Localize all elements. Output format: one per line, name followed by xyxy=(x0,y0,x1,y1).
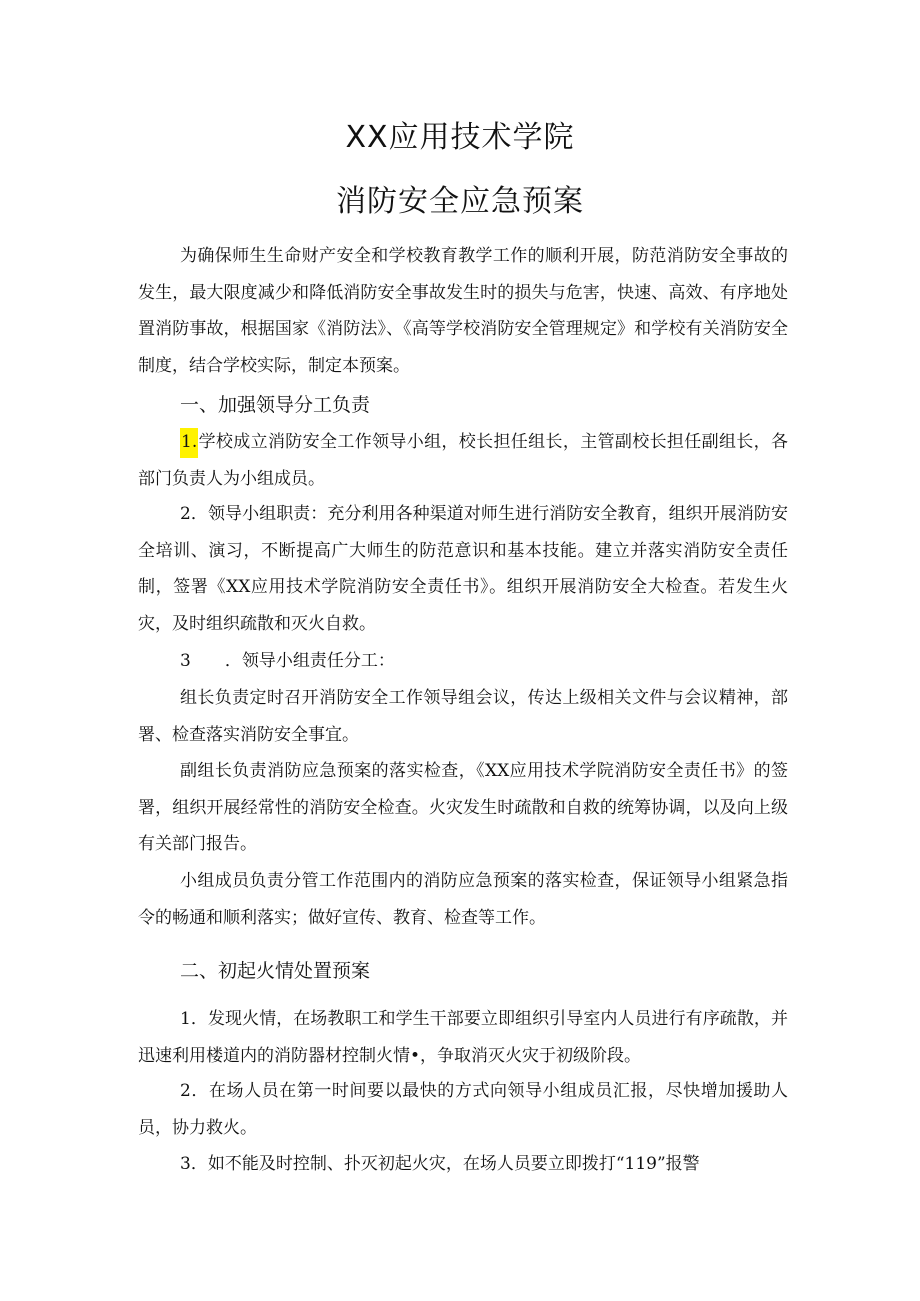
intro-paragraph: 为确保师生生命财产安全和学校教育教学工作的顺利开展，防范消防安全事故的发生，最大限度减少和降低消防安全事故发生时的损失与危害，快速、高效、有序地处置消防事故，根据国家《消防法》、《高等学校消防安全管理规定》和学校有关消防安全制度，结合学校实际，制定本预案。 xyxy=(138,246,788,376)
section1-item1-text: 学校成立消防安全工作领导小组，校长担任组长，主管副校长担任副组长，各部门负责人为小组成员。 xyxy=(138,432,788,489)
document-title-institution: XX应用技术学院 xyxy=(345,120,575,155)
section1-heading: 一、加强领导分工负责 xyxy=(180,394,371,416)
leader-duties: 组长负责定时召开消防安全工作领导组会议，传达上级相关文件与会议精神，部署、检查落实消防安全事宜。 xyxy=(138,688,788,745)
section1-item1 xyxy=(138,424,788,497)
document-title-plan: 消防安全应急预案 xyxy=(336,184,584,219)
section2-item1: 1．发现火情，在场教职工和学生干部要立即组织引导室内人员进行有序疏散，并迅速利用楼道内的消防器材控制火情•，争取消灭火灾于初级阶段。 xyxy=(138,1009,788,1066)
section2-item3: 3．如不能及时控制、扑灭初起火灾，在场人员要立即拨打“119”报警 xyxy=(180,1154,700,1174)
section1-item3: 3 ．领导小组责任分工： xyxy=(180,651,395,671)
section1-item2: 2．领导小组职责：充分利用各种渠道对师生进行消防安全教育，组织开展消防安全培训、演习，不断提高广大师生的防范意识和基本技能。建立并落实消防安全责任制，签署《XX应用技术学院消防安全责任书》。组织开展消防安全大检查。若发生火灾，及时组织疏散和灭火自救。 xyxy=(138,504,788,634)
highlighted-item-number: 1. xyxy=(180,428,198,458)
section2-item2: 2．在场人员在第一时间要以最快的方式向领导小组成员汇报，尽快增加援助人员，协力救火。 xyxy=(138,1081,788,1138)
member-duties: 小组成员负责分管工作范围内的消防应急预案的落实检查，保证领导小组紧急指令的畅通和顺利落实；做好宣传、教育、检查等工作。 xyxy=(138,871,788,928)
section2-heading: 二、初起火情处置预案 xyxy=(180,960,371,982)
deputy-duties: 副组长负责消防应急预案的落实检查，《XX应用技术学院消防安全责任书》的签署，组织开展经常性的消防安全检查。火灾发生时疏散和自救的统筹协调，以及向上级有关部门报告。 xyxy=(138,761,788,855)
